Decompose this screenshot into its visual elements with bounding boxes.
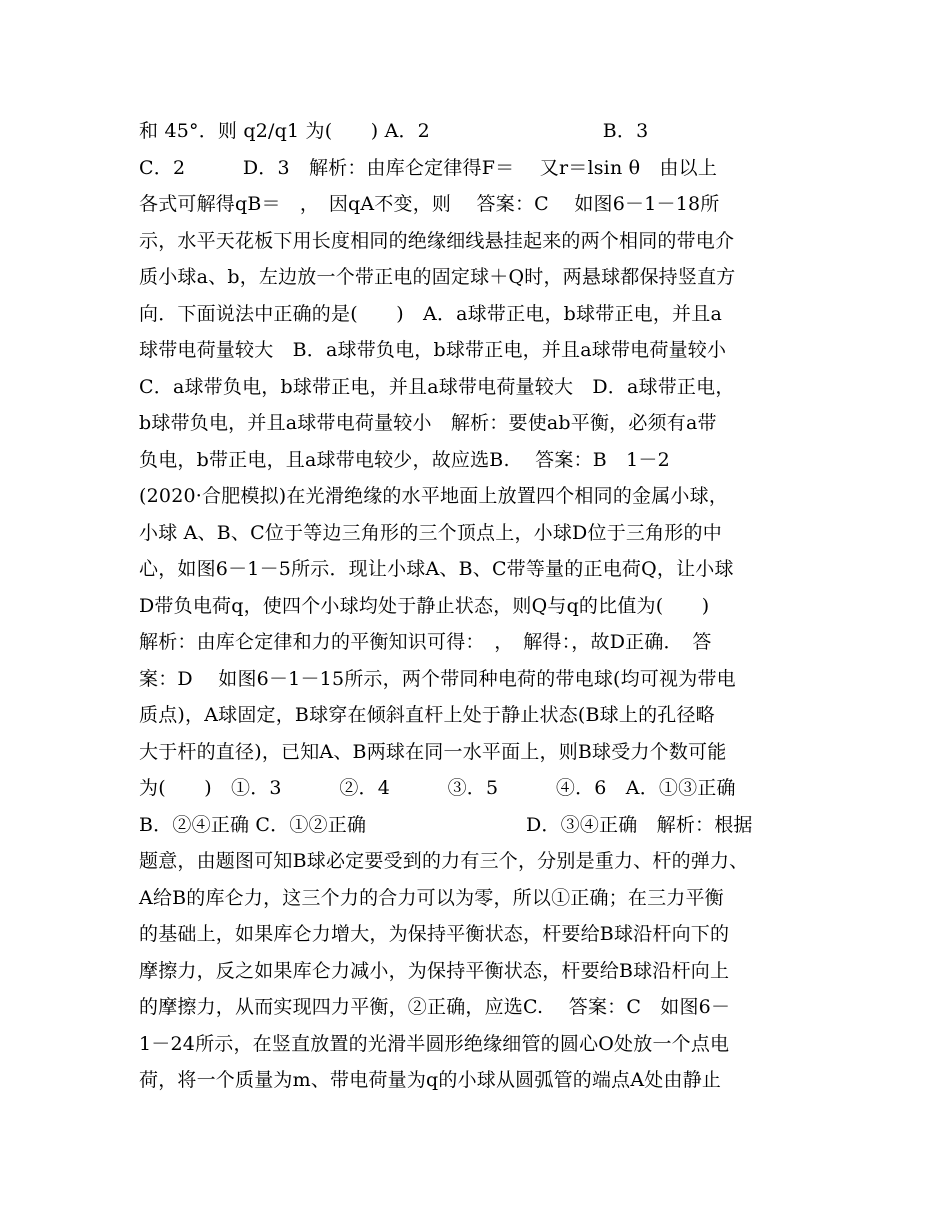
- text-line: 和 45°．则 q2/q1 为( ) A．2 B．3: [139, 120, 649, 142]
- text-line: C．2 D．3 解析：由库仑定律得F＝ 又r＝lsin θ 由以上: [139, 156, 718, 179]
- text-line: 摩擦力，反之如果库仑力减小，为保持平衡状态，杆要给B球沿杆向上: [139, 959, 730, 982]
- text-line: C．a球带负电，b球带正电，并且a球带电荷量较大 D．a球带正电，: [139, 375, 735, 398]
- text-line: 质点)，A球固定，B球穿在倾斜直杆上处于静止状态(B球上的孔径略: [139, 704, 715, 726]
- text-line: 质小球a、b，左边放一个带正电的固定球＋Q时，两悬球都保持竖直方: [139, 266, 736, 288]
- body-text: [139, 113, 819, 1099]
- text-line: 题意，由题图可知B球必定要受到的力有三个，分别是重力、杆的弹力、: [139, 850, 749, 872]
- text-line: 解析：由库仑定律和力的平衡知识可得： ， 解得：，故D正确． 答: [139, 631, 712, 653]
- text-line: 小球 A、B、C位于等边三角形的三个顶点上，小球D位于三角形的中: [139, 521, 722, 544]
- text-line: (2020·合肥模拟)在光滑绝缘的水平地面上放置四个相同的金属小球，: [139, 485, 729, 507]
- text-line: 向．下面说法中正确的是( ) A．a球带正电，b球带正电，并且a: [139, 302, 722, 325]
- text-line: 球带电荷量较大 B．a球带负电，b球带正电，并且a球带电荷量较小: [139, 339, 727, 361]
- text-line: A给B的库仑力，这三个力的合力可以为零，所以①正确；在三力平衡: [139, 886, 724, 909]
- text-line: 的基础上，如果库仑力增大，为保持平衡状态，杆要给B球沿杆向下的: [139, 923, 730, 945]
- text-line: D带负电荷q，使四个小球均处于静止状态，则Q与q的比值为( ): [139, 594, 710, 617]
- text-line: 负电，b带正电，且a球带电较少，故应选B. 答案：B 1－2: [139, 448, 670, 471]
- text-line: 大于杆的直径)，已知A、B两球在同一水平面上，则B球受力个数可能: [139, 740, 727, 763]
- text-line: b球带负电，并且a球带电荷量较小 解析：要使ab平衡，必须有a带: [139, 412, 717, 434]
- text-line: B．②④正确 C．①②正确 D．③④正确 解析：根据: [139, 813, 753, 836]
- text-line: 心，如图6－1－5所示．现让小球A、B、C带等量的正电荷Q，让小球: [139, 558, 734, 580]
- text-line: 荷，将一个质量为m、带电荷量为q的小球从圆弧管的端点A处由静止: [139, 1069, 722, 1091]
- text-line: 的摩擦力，从而实现四力平衡，②正确，应选C. 答案：C 如图6－: [139, 996, 731, 1018]
- text-line: 案：D 如图6－1－15所示，两个带同种电荷的带电球(均可视为带电: [139, 667, 736, 690]
- text-line: 各式可解得qB＝ ， 因qA不变，则 答案：C 如图6－1－18所: [139, 193, 720, 215]
- text-line: 示，水平天花板下用长度相同的绝缘细线悬挂起来的两个相同的带电介: [139, 229, 735, 252]
- text-line: 为( ) ①．3 ②．4 ③．5 ④．6 A．①③正确: [139, 777, 736, 799]
- text-line: 1－24所示，在竖直放置的光滑半圆形绝缘细管的圆心O处放一个点电: [139, 1032, 730, 1055]
